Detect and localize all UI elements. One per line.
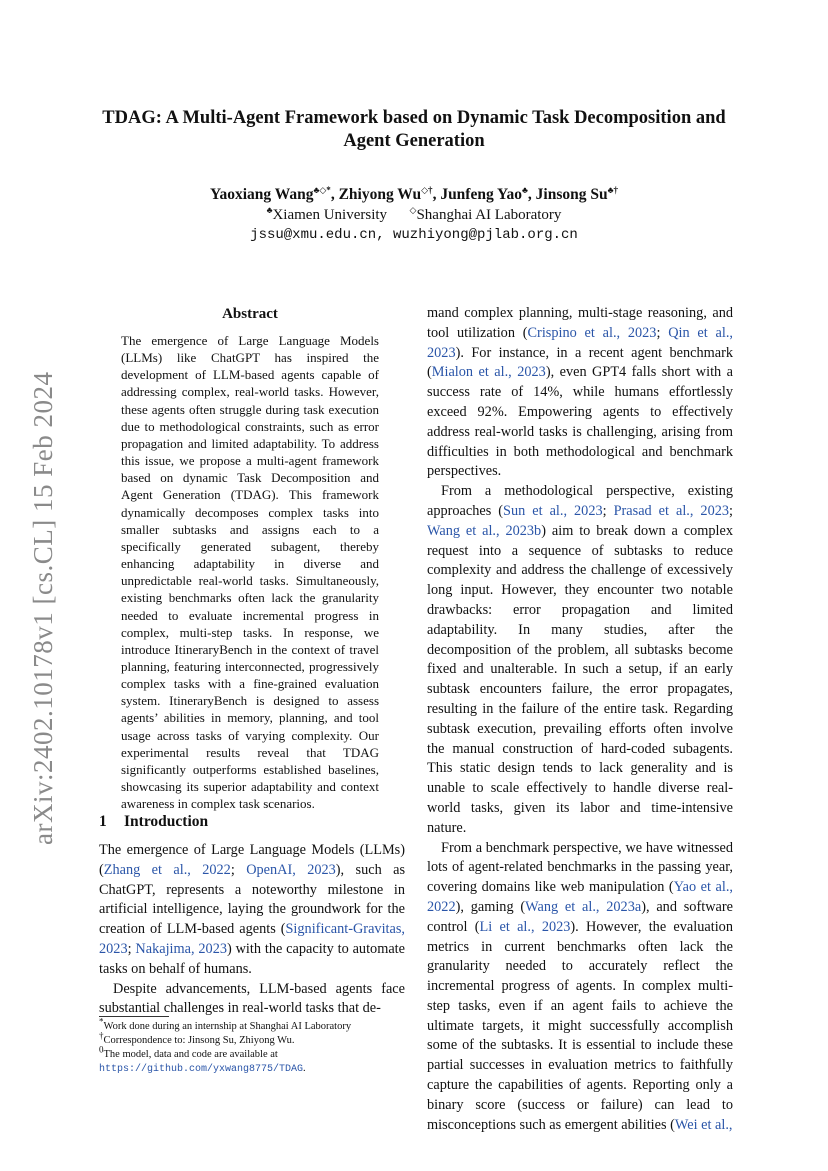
paragraph-text: ), and software control ( [427,898,733,935]
author-marks: ♣ [522,184,528,195]
paragraph-text: ). However, the evaluation metrics in current benchmarks often lack the granularity needed to accurately reflect the incremental progress of agents. In complex multi-step tasks, even if an agent fails to achieve the ultimate targets, it might successfully accomplish some of the subtasks. It is essential to include these partial successes in evaluation metrics to faithfully capture the capabilities of agents. Reporting only a binary score (success or failure) can lead to misconceptions such as emergent abilities ( [427,918,733,1133]
citation-link[interactable]: Li et al., 2023 [479,918,571,935]
author-marks: ♣† [607,184,619,195]
author-block [96,185,732,245]
paragraph [427,839,733,1136]
affiliation-mark: ◇ [409,205,417,215]
footnote-text: . [303,1063,306,1074]
arxiv-identifier-stamp: arXiv:2402.10178v1 [cs.CL] 15 Feb 2024 [28,371,58,845]
paragraph-text: From a benchmark perspective, we have witnessed lots of agent-related benchmarks in the passing year, covering domains like web manipulation ( [427,839,733,896]
author: Yaoxiang Wang [209,186,314,203]
right-column-body [427,304,733,1135]
citation-link[interactable]: Zhang et al., 2022 [103,861,231,878]
footnote-text: Work done during an internship at Shanghai AI Laboratory [103,1021,352,1032]
abstract-text: The emergence of Large Language Models (LLMs) like ChatGPT has inspired the development of LLM-based agents capable of addressing complex, real-world tasks. However, these agents often struggle during task execution due to methodological constraints, such as error propagation and limited adaptability. To address this issue, we propose a multi-agent framework based on dynamic Task Decomposition and Agent Generation (TDAG). This framework dynamically decomposes complex tasks into smaller subtasks and assigns each to a specifically generated subagent, thereby enhancing adaptability in diverse and unpredictable real-world tasks. Simultaneously, existing benchmarks often lack the granularity needed to evaluate incremental progress in complex, multi-step tasks. In response, we introduce ItineraryBench in the context of travel planning, featuring interconnected, progressively complex tasks with a fine-grained evaluation system. ItineraryBench is designed to assess agents’ abilities in memory, planning, and tool usage across tasks of varying complexity. Our experimental results reveal that TDAG significantly outperforms established baselines, showcasing its superior adaptability and context awareness in complex task scenarios. [121,333,379,812]
paragraph-text: ), gaming ( [455,898,526,915]
affiliation: Shanghai AI Laboratory [416,207,562,223]
author-names: Yaoxiang Wang♣◇*, Zhiyong Wu◇†, Junfeng Yao♣, Jinsong Su♣† [209,184,619,203]
affiliation-mark: ♣ [266,205,273,215]
code-repository-link[interactable]: https://github.com/yxwang8775/TDAG [99,1064,304,1075]
section-number: 1 [99,813,107,830]
footnote [99,1016,409,1034]
author-marks: ♣◇* [313,184,331,195]
paragraph-text: ). For instance, in a recent agent benchmark ( [427,344,733,381]
paragraph-text: ), even GPT4 falls short with a success rate of 14%, while humans effortlessly exceed 92%. Empowering agents to effectively address real-world tasks is challenging, arising from difficulties in both methodological and benchmark perspectives. [427,364,733,480]
footnote [99,1030,409,1048]
author: Zhiyong Wu [338,186,422,203]
footnotes [99,1016,409,1077]
footnote-mark: * [99,1016,104,1027]
citation-link[interactable]: Wang et al., 2023a [525,898,642,915]
author-marks: ◇† [421,184,433,195]
citation-link[interactable]: Mialon et al., 2023 [431,364,546,381]
paper-title: TDAG: A Multi-Agent Framework based on Dynamic Task Decomposition and Agent Generation [102,108,726,151]
section-title: Introduction [124,813,209,830]
author: Jinsong Su [535,186,608,203]
paragraph [427,482,733,838]
footnote-text: The model, data and code are available at [103,1049,278,1060]
paragraph-text: ; [656,324,669,341]
author-emails: jssu@xmu.edu.cn, wuzhiyong@pjlab.org.cn [250,227,578,243]
affiliations [96,205,732,225]
citation-link[interactable]: Significant-Gravitas, 2023 [99,921,405,957]
paragraph-text: From a methodological perspective, existing approaches ( [427,483,733,519]
citation-link[interactable]: Crispino et al., 2023 [527,324,657,341]
introduction-body [99,841,405,1019]
paragraph-text: ) aim to break down a complex request into a sequence of subtasks to reduce complexity and address the challenge of excessively long input. However, they encounter two notable drawbacks: error propagation and limited adaptability. In many studies, after the decomposition of the problem, all subtasks become fixed and unalterable. In such a setup, if an early subtask encounters failure, the error propagates, resulting in the failure of the entire task. Regarding subtask execution, prevailing efforts often involve the manual construction of hard-coded subagents. This static design tends to lack generality and is unable to scale effectively to handle diverse real-world tasks, given its labor and time-intensive nature. [427,522,734,836]
paragraph [99,841,405,980]
paragraph-text: ; [729,502,733,519]
section-heading-introduction [99,813,399,831]
paragraph-text: ; [602,502,614,519]
footnote-text: Correspondence to: Jinsong Su, Zhiyong Wu. [103,1035,295,1046]
citation-link[interactable]: Wang et al., 2023b [427,522,542,539]
paragraph-text: ), such as ChatGPT, represents a noteworthy milestone in artificial intelligence, laying the groundwork for the creation of LLM-based agents ( [99,861,406,938]
footnote-divider [99,1016,169,1017]
affiliation: Xiamen University [272,207,388,223]
citation-link[interactable]: OpenAI, 2023 [246,861,336,878]
footnote-mark: 0 [99,1044,104,1055]
citation-link[interactable]: Qin et al., 2023 [427,324,733,361]
abstract-heading: Abstract [222,306,278,322]
paragraph: Despite advancements, LLM-based agents face substantial challenges in real-world tasks that de- [99,980,405,1017]
citation-link[interactable]: Nakajima, 2023 [135,940,227,957]
citation-link[interactable]: Sun et al., 2023 [503,502,603,519]
citation-link[interactable]: Wei et al., [674,1116,733,1133]
paragraph-text: mand complex planning, multi-stage reasoning, and tool utilization ( [427,305,733,341]
paragraph-text: ; [230,861,247,878]
citation-link[interactable]: Yao et al., 2022 [427,879,733,915]
footnote [99,1044,409,1077]
citation-link[interactable]: Prasad et al., 2023 [613,502,730,519]
footnote-mark: † [99,1030,104,1041]
paragraph-text: The emergence of Large Language Models (LLMs) [99,842,405,858]
paragraph-text: ( [99,861,104,878]
paragraph [427,304,733,482]
paragraph-text: ; [127,940,136,957]
paragraph-text: ) with the capacity to automate tasks on behalf of humans. [99,940,405,977]
author: Junfeng Yao [440,186,522,203]
